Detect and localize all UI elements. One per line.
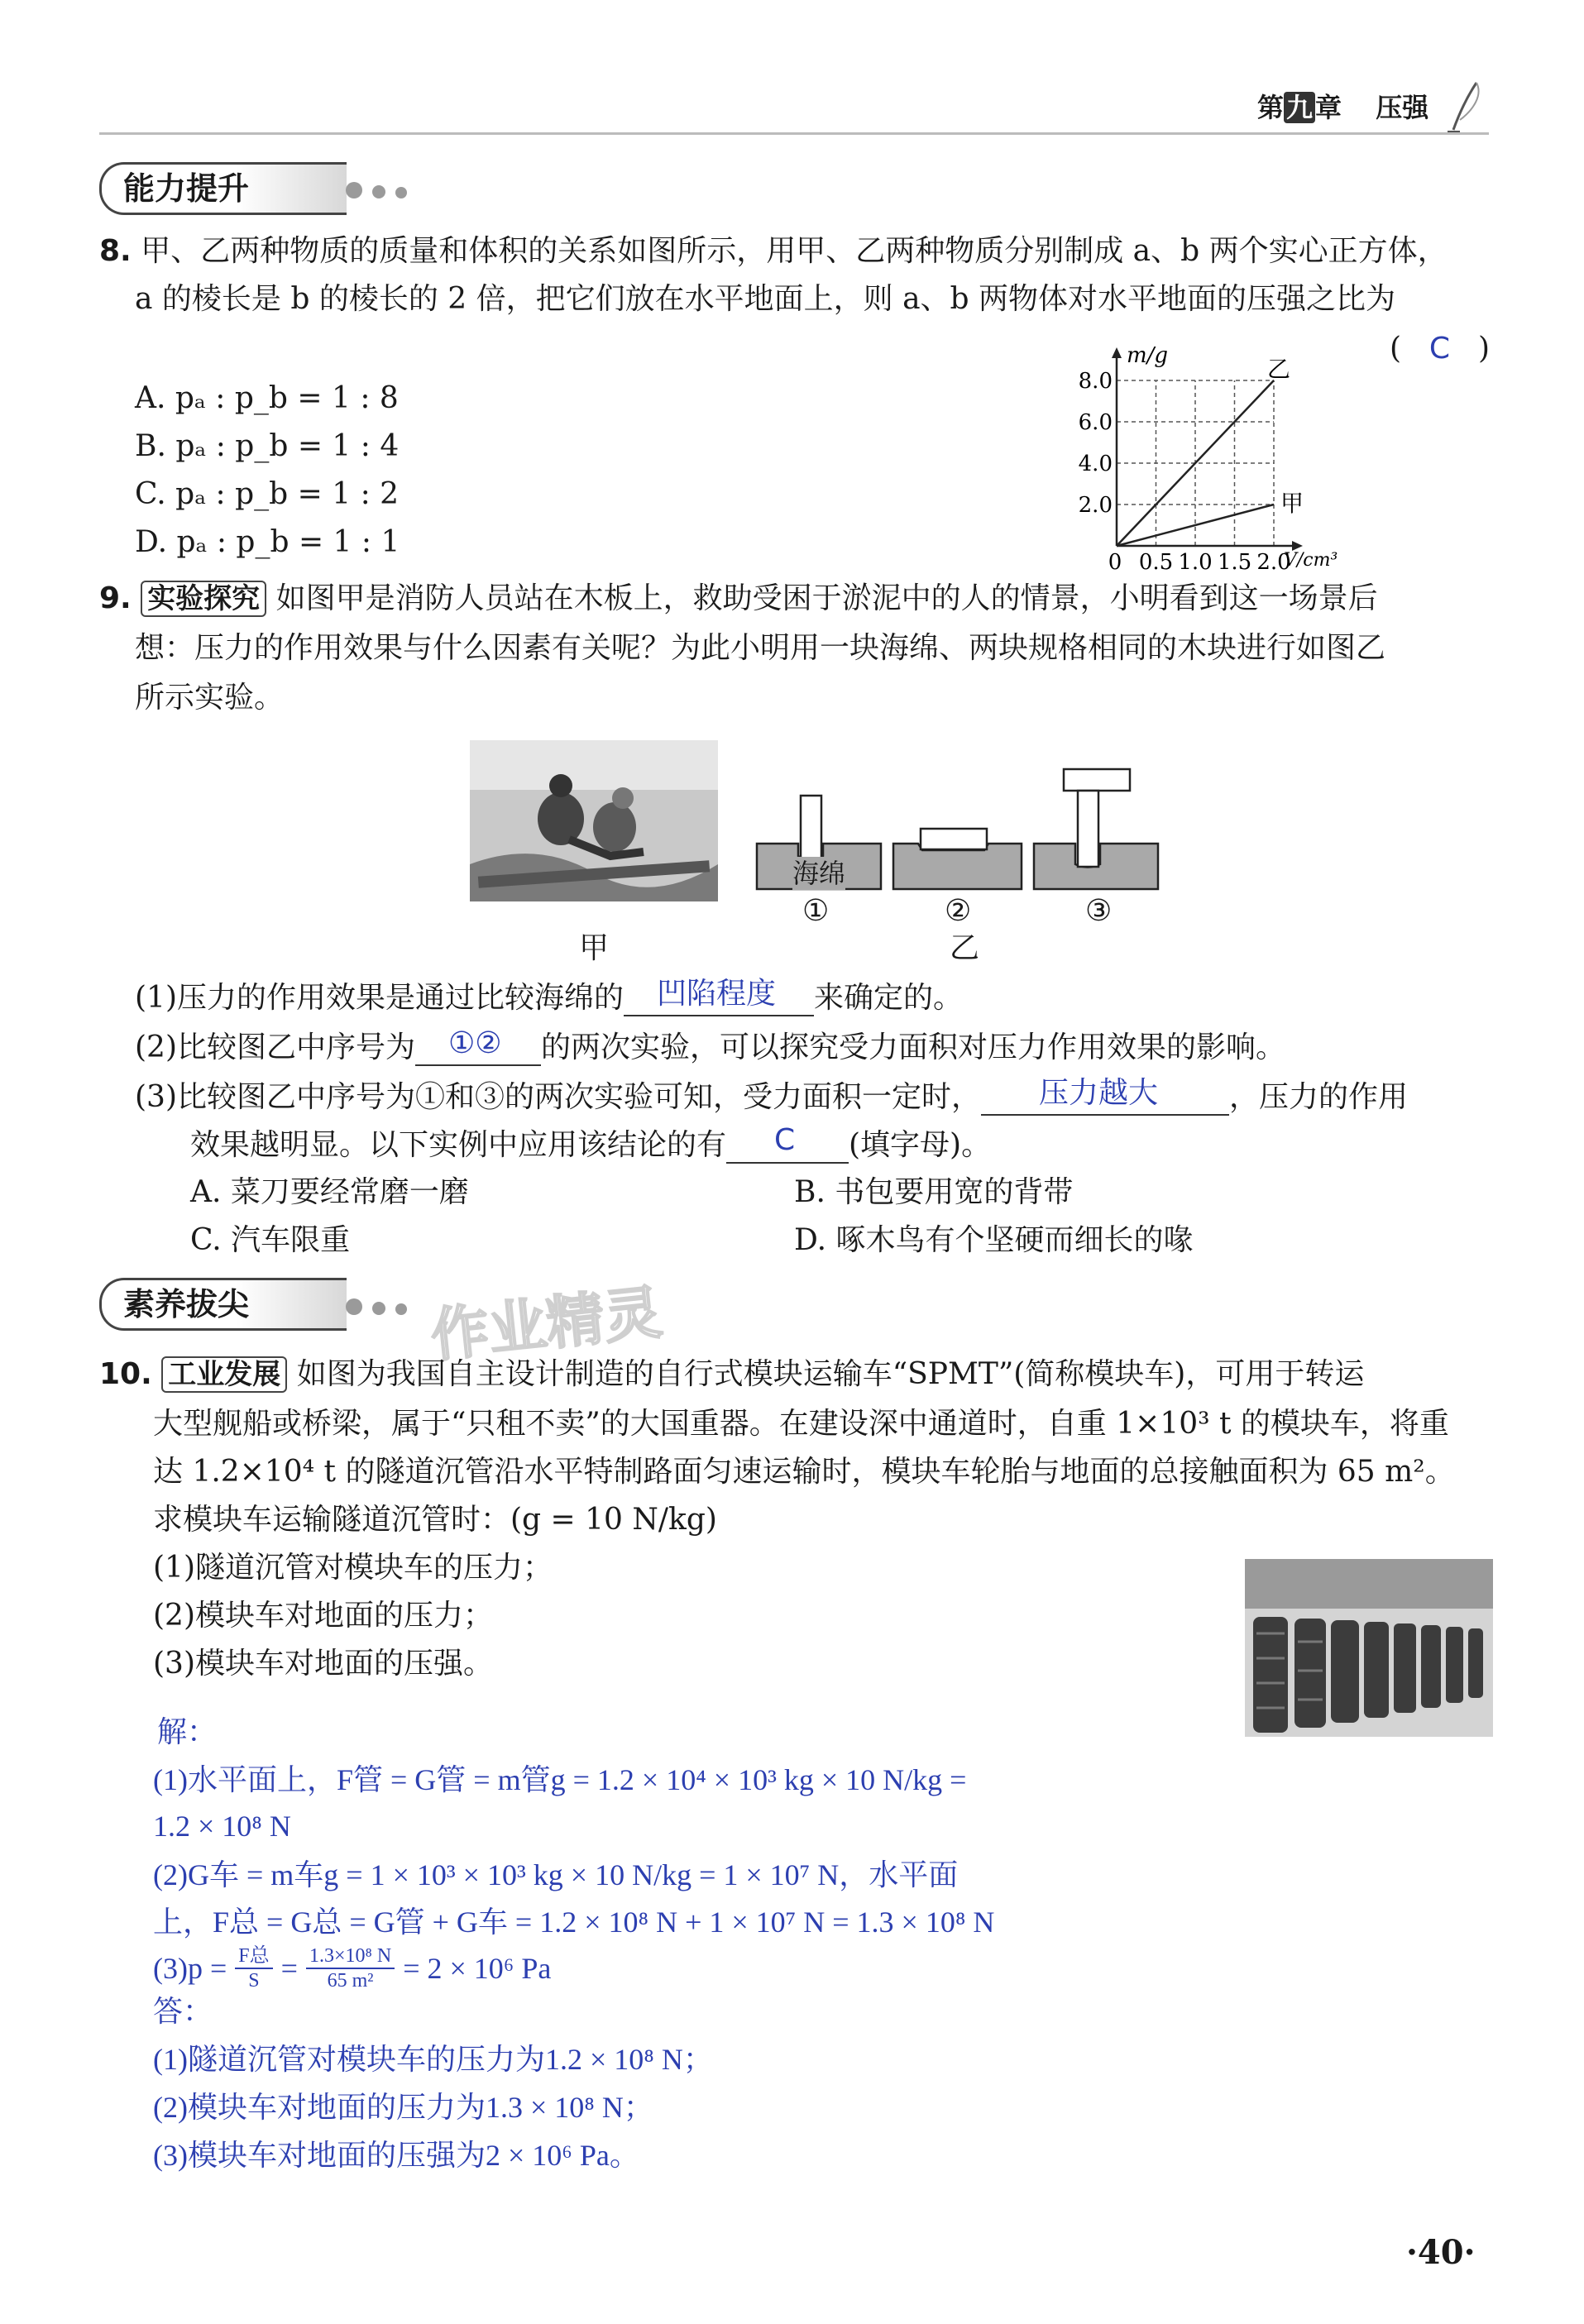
quill-icon xyxy=(1443,79,1485,136)
tag-experiment: 实验探究 xyxy=(141,581,266,617)
y-tick-label: 8.0 xyxy=(1078,369,1113,394)
q9-part3b: 效果越明显。以下实例中应用该结论的有 C (填字母)。 xyxy=(190,1123,992,1162)
q9-part3: (3)比较图乙中序号为①和③的两次实验可知，受力面积一定时， 压力越大 ，压力的作用 xyxy=(135,1076,1409,1114)
setup-label-3: ③ xyxy=(1085,894,1113,928)
sponge-setup-2 xyxy=(893,829,1022,889)
header-rule xyxy=(99,132,1489,135)
x-tick-label: 0 xyxy=(1108,550,1122,575)
section-tab-excellence: 素养拔尖 xyxy=(99,1278,347,1331)
setup-label-1: ① xyxy=(802,894,830,928)
section-dots xyxy=(346,182,417,202)
solution-step1a: (1)水平面上，F管 = G管 = m管g = 1.2 × 10⁴ × 10³ kg × 10 N/kg = xyxy=(153,1763,967,1796)
solution-step3: (3)p = F总 S = $\frac{\text{1.3×10⁸ N}}{\text{65 m²}}$ = 2 × 10⁶ Pa xyxy=(153,1945,552,1992)
x-tick-label: 1.0 xyxy=(1178,550,1213,575)
answer-blank xyxy=(624,977,814,1016)
series-label-jia: 甲 xyxy=(1280,490,1304,517)
fraction: $\frac{\text{1.3×10⁸ N}}{\text{65 m²}}$ xyxy=(306,1944,395,1992)
q10-sub1: (1)隧道沉管对模块车的压力； xyxy=(153,1551,553,1585)
q9-line2: 想：压力的作用效果与什么因素有关呢？为此小明用一块海绵、两块规格相同的木块进行如图乙 xyxy=(135,631,1386,665)
question-number: 10. xyxy=(99,1357,152,1391)
rescue-photo xyxy=(470,740,718,901)
mass-volume-chart xyxy=(1067,327,1390,575)
page-number: ·40· xyxy=(1406,2233,1476,2272)
spmt-photo xyxy=(1245,1559,1493,1737)
q8-line2: a 的棱长是 b 的棱长的 2 倍，把它们放在水平地面上，则 a、b 两物体对水平地面的压强之比为 xyxy=(135,282,1396,316)
answer-blank xyxy=(415,1026,541,1066)
watermark: 作业精灵 xyxy=(428,1278,666,1370)
x-tick-label: 1.5 xyxy=(1217,550,1252,575)
q8-option-d: D. pₐ : p_b = 1 : 1 xyxy=(135,525,400,559)
q9-option-a: A. 菜刀要经常磨一磨 xyxy=(190,1175,469,1209)
q9-option-b: B. 书包要用宽的背带 xyxy=(794,1175,1074,1209)
question-number: 8. xyxy=(99,234,132,268)
handwritten-answer: C xyxy=(774,1123,796,1157)
series-label-yi: 乙 xyxy=(1267,356,1291,383)
q8-option-b: B. pₐ : p_b = 1 : 4 xyxy=(135,429,400,463)
q9-line1: 9. 实验探究 如图甲是消防人员站在木板上，救助受困于淤泥中的人的情景，小明看到这一场景后 xyxy=(99,581,1378,615)
x-axis-label: V/cm³ xyxy=(1284,550,1338,571)
question-number: 9. xyxy=(99,581,132,615)
handwritten-answer: 压力越大 xyxy=(1039,1076,1159,1109)
figure-jia-label: 甲 xyxy=(579,931,610,965)
y-axis-arrow xyxy=(1112,347,1122,358)
q9-option-d: D. 啄木鸟有个坚硬而细长的喙 xyxy=(794,1223,1194,1257)
answer-blank xyxy=(726,1123,849,1164)
q10-line4: 求模块车运输隧道沉管时：(g = 10 N/kg) xyxy=(153,1503,717,1537)
solution-start: 解： xyxy=(157,1715,218,1748)
answer-blank xyxy=(981,1076,1229,1116)
y-axis-label: m/g xyxy=(1127,343,1169,368)
series-line-jia xyxy=(1117,504,1274,546)
q10-line2: 大型舰船或桥梁，属于“只租不卖”的大国重器。在建设深中通道时，自重 1×10³ t 的模块车，将重 xyxy=(153,1407,1449,1441)
x-tick-label: 2.0 xyxy=(1256,550,1291,575)
chapter-number-badge: 九 xyxy=(1284,92,1315,123)
solution-step1b: 1.2 × 10⁸ N xyxy=(153,1810,291,1843)
y-tick-label: 6.0 xyxy=(1078,410,1113,435)
handwritten-answer: ①② xyxy=(448,1026,502,1059)
q9-part2: (2)比较图乙中序号为 ①② 的两次实验，可以探究受力面积对压力作用效果的影响。 xyxy=(135,1026,1286,1064)
figure-yi-label: 乙 xyxy=(950,931,980,965)
final-answer-1: (1)隧道沉管对模块车的压力为1.2 × 10⁸ N； xyxy=(153,2043,713,2076)
q10-sub3: (3)模块车对地面的压强。 xyxy=(153,1647,493,1681)
q9-option-c: C. 汽车限重 xyxy=(190,1223,351,1257)
final-answer-3: (3)模块车对地面的压强为2 × 10⁶ Pa。 xyxy=(153,2139,639,2172)
q10-line3: 达 1.2×10⁴ t 的隧道沉管沿水平特制路面匀速运输时，模块车轮胎与地面的总接触面积为 65 m²。 xyxy=(153,1455,1455,1489)
q8-answer-paren: ( C ) xyxy=(1390,332,1490,366)
tag-industry: 工业发展 xyxy=(161,1356,287,1393)
q10-line1: 10. 工业发展 如图为我国自主设计制造的自行式模块运输车“SPMT”(简称模块车)，可用于转运 xyxy=(99,1357,1365,1391)
section-dots xyxy=(346,1298,417,1318)
q10-sub2: (2)模块车对地面的压力； xyxy=(153,1599,493,1633)
solution-step2a: (2)G车 = m车g = 1 × 10³ × 10³ kg × 10 N/kg = 1 × 10⁷ N，水平面 xyxy=(153,1858,959,1891)
setup-label-2: ② xyxy=(945,894,972,928)
y-tick-label: 4.0 xyxy=(1078,452,1113,476)
x-tick-label: 0.5 xyxy=(1138,550,1174,575)
final-answer-2: (2)模块车对地面的压力为1.3 × 10⁸ N； xyxy=(153,2091,653,2124)
answer-label: 答： xyxy=(153,1995,213,2028)
handwritten-answer: C xyxy=(1428,332,1451,366)
handwritten-answer: 凹陷程度 xyxy=(657,977,777,1010)
q8-option-c: C. pₐ : p_b = 1 : 2 xyxy=(135,477,400,511)
q8-line1: 8. 甲、乙两种物质的质量和体积的关系如图所示，用甲、乙两种物质分别制成 a、b 两个实心正方体， xyxy=(99,234,1448,268)
solution-step2b: 上，F总 = G总 = G管 + G车 = 1.2 × 10⁸ N + 1 × 10⁷ N = 1.3 × 10⁸ N xyxy=(153,1906,995,1939)
sponge-label: 海绵 xyxy=(792,858,846,889)
sponge-setup-3 xyxy=(1034,769,1158,889)
fraction: F总 S xyxy=(235,1944,272,1992)
q8-option-a: A. pₐ : p_b = 1 : 8 xyxy=(135,381,399,415)
q9-part1: (1)压力的作用效果是通过比较海绵的 凹陷程度 来确定的。 xyxy=(135,977,964,1015)
y-tick-label: 2.0 xyxy=(1078,493,1113,518)
page-header: 第九章 压强 xyxy=(1257,92,1429,123)
section-tab-ability: 能力提升 xyxy=(99,162,347,215)
q9-line3: 所示实验。 xyxy=(135,681,285,715)
chapter-title: 压强 xyxy=(1376,92,1429,123)
